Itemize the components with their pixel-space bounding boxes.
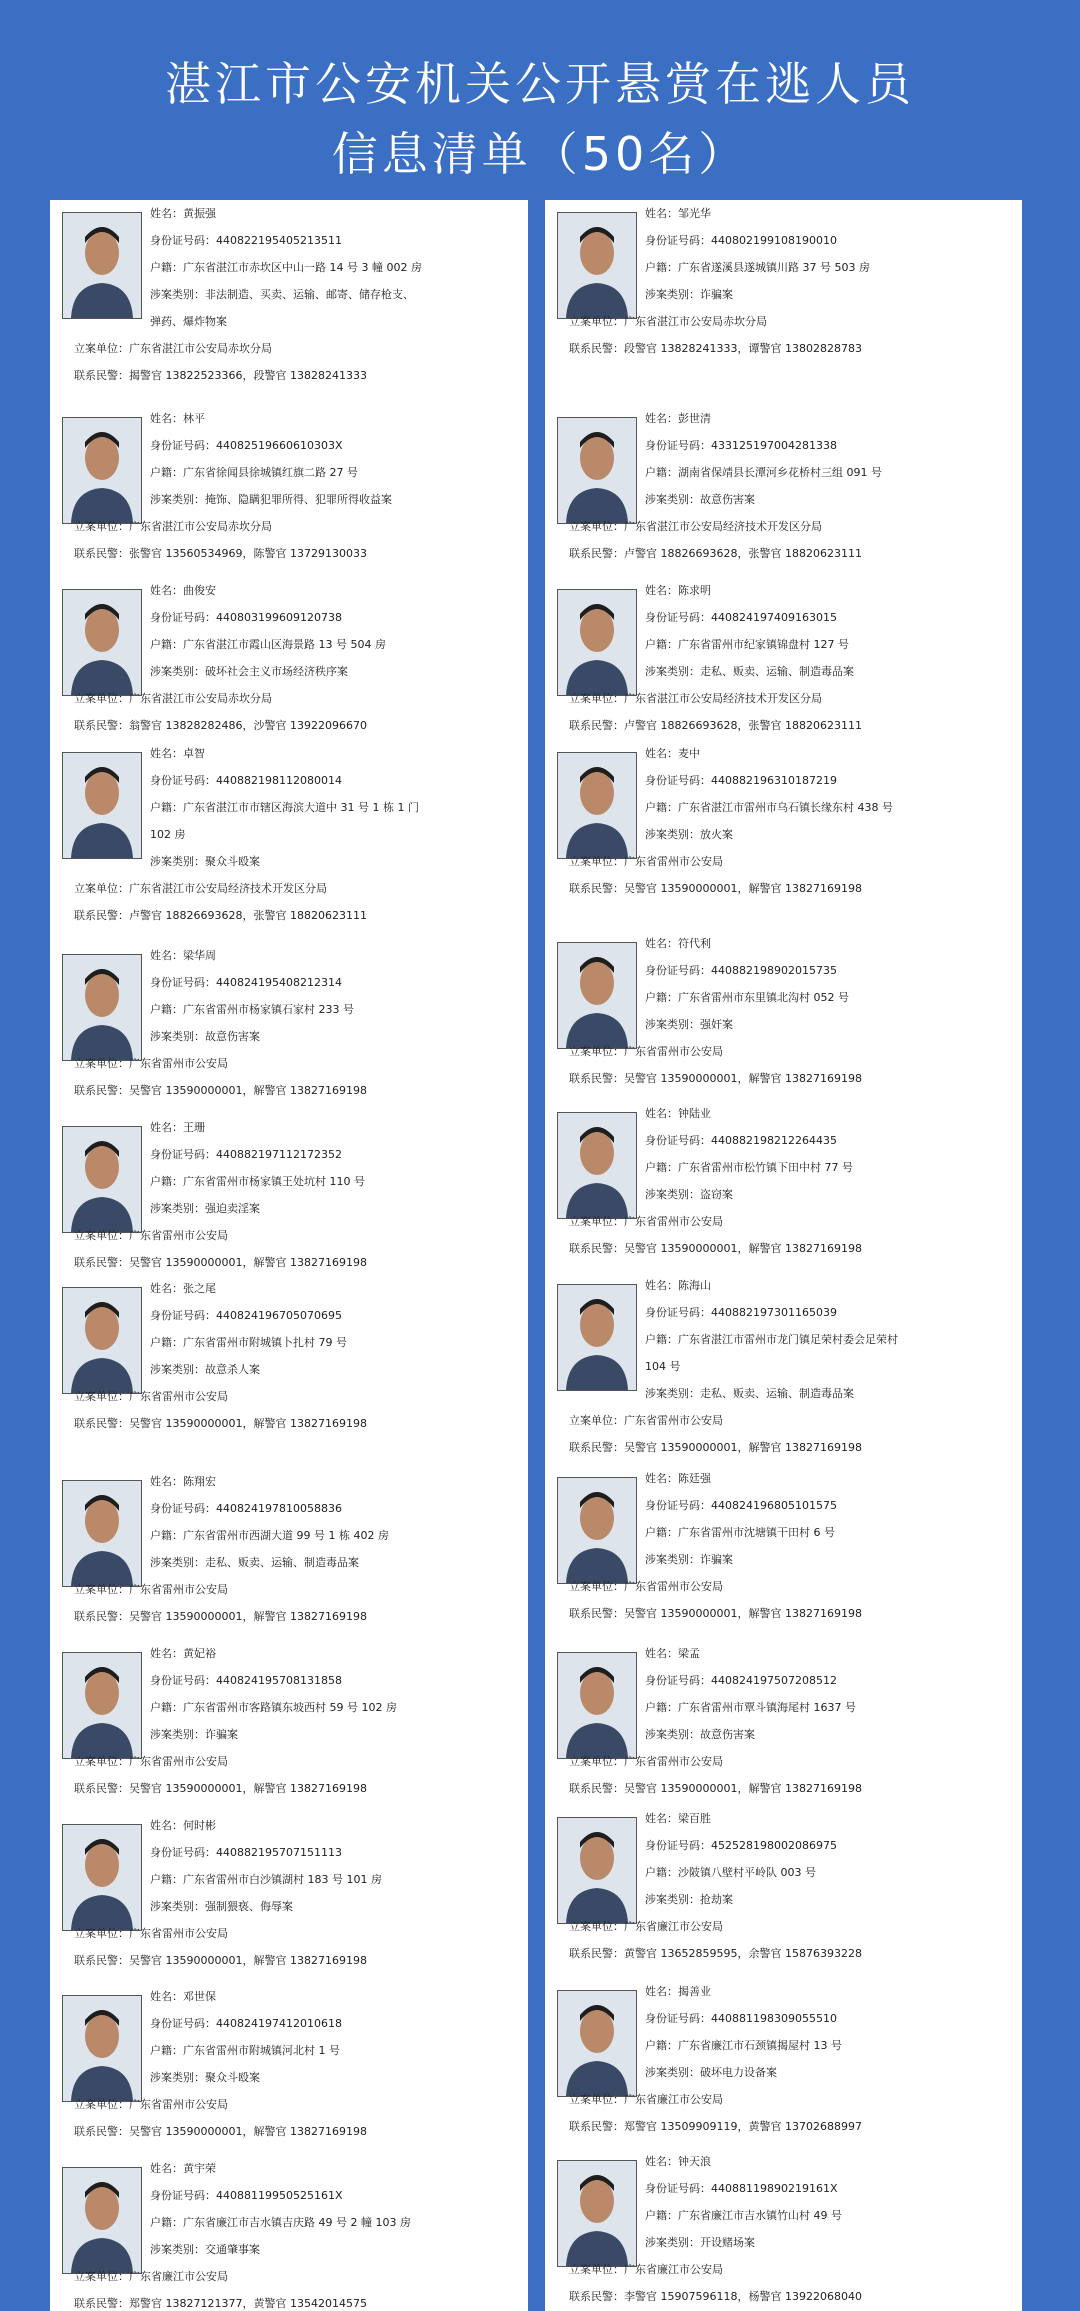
police-contact: 联系民警：黄警官 13652859595，余警官 15876393228 <box>569 1947 862 1960</box>
suspect-crime-type: 涉案类别：诈骗案 <box>150 1728 238 1741</box>
suspect-details <box>645 200 1018 308</box>
suspect-name: 姓名：张之尾 <box>150 1282 216 1295</box>
suspect-photo <box>557 2160 637 2267</box>
suspect-details <box>645 930 1018 1038</box>
suspect-name: 姓名：梁孟 <box>645 1647 700 1660</box>
police-contact: 联系民警：吴警官 13590000001，解警官 13827169198 <box>74 1610 367 1623</box>
left-column <box>50 200 528 2311</box>
police-contact: 联系民警：吴警官 13590000001，解警官 13827169198 <box>569 1242 862 1255</box>
suspect-footer <box>569 513 1018 567</box>
suspect-photo <box>557 417 637 524</box>
suspect-footer <box>74 513 524 567</box>
suspect-id-number: 身份证号码：440824196805101575 <box>645 1499 837 1512</box>
police-contact: 联系民警：郑警官 13827121377，黄警官 13542014575 <box>74 2297 367 2310</box>
suspect-id-number: 身份证号码：433125197004281338 <box>645 439 837 452</box>
suspect-id-number: 身份证号码：440882195707151113 <box>150 1846 342 1859</box>
page-header <box>0 0 1080 195</box>
suspect-footer <box>74 875 524 929</box>
suspect-name: 姓名：黄妃裕 <box>150 1647 216 1660</box>
suspect-details <box>645 1272 1018 1407</box>
suspect-name: 姓名：陈翔宏 <box>150 1475 216 1488</box>
suspect-footer <box>569 1208 1018 1262</box>
right-column <box>545 200 1022 2311</box>
suspect-name: 姓名：黄振强 <box>150 207 216 220</box>
suspect-id-number: 身份证号码：440824195408212314 <box>150 976 342 989</box>
suspect-hukou: 户籍：广东省雷州市西湖大道 99 号 1 栋 402 房 <box>150 1529 389 1542</box>
suspect-crime-type: 涉案类别：走私、贩卖、运输、制造毒品案 <box>645 665 854 678</box>
suspect-photo <box>557 1990 637 2097</box>
case-unit: 立案单位：广东省湛江市公安局经济技术开发区分局 <box>569 520 822 533</box>
suspect-footer <box>74 1576 524 1630</box>
suspect-photo <box>62 589 142 696</box>
page-subtitle: 信息清单（50名） <box>331 127 749 181</box>
suspect-details <box>645 1805 1018 1913</box>
suspect-name: 姓名：邹光华 <box>645 207 711 220</box>
suspect-name: 姓名：曲俊安 <box>150 584 216 597</box>
suspect-footer <box>569 2256 1018 2310</box>
suspect-id-number: 身份证号码：452528198002086975 <box>645 1839 837 1852</box>
case-unit: 立案单位：广东省湛江市公安局赤坎分局 <box>74 692 272 705</box>
case-unit: 立案单位：广东省雷州市公安局 <box>569 855 723 868</box>
suspect-crime-type: 涉案类别：抢劫案 <box>645 1893 733 1906</box>
suspect-hukou: 户籍：广东省雷州市纪家镇锦盘村 127 号 <box>645 638 849 651</box>
suspect-footer <box>569 1038 1018 1092</box>
page-title: 湛江市公安机关公开悬赏在逃人员 <box>165 57 915 111</box>
suspect-hukou: 户籍：广东省遂溪县遂城镇川路 37 号 503 房 <box>645 261 870 274</box>
suspect-name: 姓名：邓世保 <box>150 1990 216 2003</box>
police-contact: 联系民警：吴警官 13590000001，解警官 13827169198 <box>569 1607 862 1620</box>
police-contact: 联系民警：卢警官 18826693628，张警官 18820623111 <box>569 719 862 732</box>
police-contact: 联系民警：翁警官 13828282486，沙警官 13922096670 <box>74 719 367 732</box>
suspect-crime-type: 涉案类别：故意伤害案 <box>645 1728 755 1741</box>
suspect-id-number: 身份证号码：440881198309055510 <box>645 2012 837 2025</box>
case-unit: 立案单位：广东省雷州市公安局 <box>569 1045 723 1058</box>
suspect-hukou: 户籍：广东省雷州市杨家镇石家村 233 号 <box>150 1003 354 1016</box>
suspect-name: 姓名：符代利 <box>645 937 711 950</box>
suspect-photo <box>557 1112 637 1219</box>
suspect-hukou: 户籍：广东省湛江市雷州市乌石镇长缘东村 438 号 <box>645 801 893 814</box>
suspect-name: 姓名：钟天浪 <box>645 2155 711 2168</box>
suspect-details <box>150 1640 524 1748</box>
suspect-id-number: 身份证号码：440802199108190010 <box>645 234 837 247</box>
suspect-photo <box>557 1477 637 1584</box>
suspect-crime-type: 涉案类别：聚众斗殴案 <box>150 855 260 868</box>
suspect-hukou: 户籍：广东省湛江市赤坎区中山一路 14 号 3 幢 002 房 <box>150 261 422 274</box>
suspect-name: 姓名：揭善业 <box>645 1985 711 1998</box>
suspect-name: 姓名：麦中 <box>645 747 700 760</box>
suspect-hukou: 户籍：广东省雷州市白沙镇湖村 183 号 101 房 <box>150 1873 382 1886</box>
suspect-crime-type: 涉案类别：掩饰、隐瞒犯罪所得、犯罪所得收益案 <box>150 493 392 506</box>
suspect-name: 姓名：梁华周 <box>150 949 216 962</box>
case-unit: 立案单位：广东省雷州市公安局 <box>74 1057 228 1070</box>
suspect-id-number: 身份证号码：44082519660610303X <box>150 439 343 452</box>
suspect-photo <box>557 212 637 319</box>
suspect-id-number: 身份证号码：440882198112080014 <box>150 774 342 787</box>
suspect-id-number: 身份证号码：440824197810058836 <box>150 1502 342 1515</box>
suspect-id-number: 身份证号码：440824197409163015 <box>645 611 837 624</box>
suspect-footer <box>74 2091 524 2145</box>
police-contact: 联系民警：吴警官 13590000001，解警官 13827169198 <box>569 882 862 895</box>
suspect-crime-type: 涉案类别：破坏电力设备案 <box>645 2066 777 2079</box>
suspect-hukou: 户籍：广东省雷州市客路镇东坡西村 59 号 102 房 <box>150 1701 397 1714</box>
suspect-footer <box>569 848 1018 902</box>
suspect-hukou: 户籍：湖南省保靖县长潭河乡花桥村三组 091 号 <box>645 466 882 479</box>
police-contact: 联系民警：吴警官 13590000001，解警官 13827169198 <box>74 1417 367 1430</box>
suspect-details <box>150 1275 524 1383</box>
suspect-name: 姓名：陈海山 <box>645 1279 711 1292</box>
suspect-id-number: 身份证号码：440882198212264435 <box>645 1134 837 1147</box>
suspect-details <box>150 740 524 875</box>
suspect-hukou: 户籍：广东省雷州市附城镇河北村 1 号 <box>150 2044 340 2057</box>
police-contact: 联系民警：吴警官 13590000001，解警官 13827169198 <box>569 1072 862 1085</box>
suspect-crime-type: 涉案类别：诈骗案 <box>645 1553 733 1566</box>
suspect-name: 姓名：黄宇荣 <box>150 2162 216 2175</box>
suspect-crime-type: 涉案类别：强制猥亵、侮辱案 <box>150 1900 293 1913</box>
suspect-id-number: 身份证号码：440824197412010618 <box>150 2017 342 2030</box>
suspect-footer <box>74 685 524 739</box>
police-contact: 联系民警：吴警官 13590000001，解警官 13827169198 <box>74 1954 367 1967</box>
police-contact: 联系民警：段警官 13828241333，谭警官 13802828783 <box>569 342 862 355</box>
case-unit: 立案单位：广东省雷州市公安局 <box>569 1414 723 1427</box>
suspect-crime-type: 涉案类别：走私、贩卖、运输、制造毒品案 <box>645 1387 854 1400</box>
police-contact: 联系民警：张警官 13560534969，陈警官 13729130033 <box>74 547 367 560</box>
suspect-details <box>150 1468 524 1576</box>
police-contact: 联系民警：吴警官 13590000001，解警官 13827169198 <box>569 1782 862 1795</box>
suspect-photo <box>62 1480 142 1587</box>
suspect-details <box>150 1114 524 1222</box>
suspect-id-number: 身份证号码：44088119950525161X <box>150 2189 343 2202</box>
suspect-id-number: 身份证号码：440882197301165039 <box>645 1306 837 1319</box>
suspect-photo <box>557 942 637 1049</box>
suspect-details <box>645 405 1018 513</box>
suspect-photo <box>62 1652 142 1759</box>
suspect-footer <box>74 335 524 389</box>
suspect-footer <box>569 2086 1018 2140</box>
suspect-details <box>645 2148 1018 2256</box>
suspect-crime-type: 涉案类别：放火案 <box>645 828 733 841</box>
suspect-name: 姓名：陈廷强 <box>645 1472 711 1485</box>
suspect-crime-type-cont: 弹药、爆炸物案 <box>150 315 227 328</box>
suspect-hukou: 户籍：广东省雷州市覃斗镇海尾村 1637 号 <box>645 1701 856 1714</box>
case-unit: 立案单位：广东省湛江市公安局经济技术开发区分局 <box>569 692 822 705</box>
police-contact: 联系民警：李警官 15907596118，杨警官 13922068040 <box>569 2290 862 2303</box>
suspect-details <box>645 1100 1018 1208</box>
suspect-details <box>645 1640 1018 1748</box>
police-contact: 联系民警：吴警官 13590000001，解警官 13827169198 <box>74 1782 367 1795</box>
suspect-hukou: 户籍：广东省廉江市吉水镇竹山村 49 号 <box>645 2209 842 2222</box>
case-unit: 立案单位：广东省廉江市公安局 <box>569 2263 723 2276</box>
case-unit: 立案单位：广东省湛江市公安局赤坎分局 <box>74 520 272 533</box>
suspect-hukou: 户籍：广东省雷州市东里镇北沟村 052 号 <box>645 991 849 1004</box>
case-unit: 立案单位：广东省雷州市公安局 <box>74 1927 228 1940</box>
suspect-crime-type: 涉案类别：强奸案 <box>645 1018 733 1031</box>
police-contact: 联系民警：吴警官 13590000001，解警官 13827169198 <box>74 1256 367 1269</box>
suspect-hukou: 户籍：沙陂镇八壁村平岭队 003 号 <box>645 1866 816 1879</box>
suspect-hukou-cont: 104 号 <box>645 1360 681 1373</box>
suspect-name: 姓名：何时彬 <box>150 1819 216 1832</box>
suspect-hukou: 户籍：广东省雷州市松竹镇下田中村 77 号 <box>645 1161 853 1174</box>
suspect-name: 姓名：陈求明 <box>645 584 711 597</box>
suspect-hukou: 户籍：广东省湛江市霞山区海景路 13 号 504 房 <box>150 638 386 651</box>
suspect-photo <box>62 2167 142 2274</box>
suspect-crime-type: 涉案类别：开设赌场案 <box>645 2236 755 2249</box>
suspect-hukou-cont: 102 房 <box>150 828 186 841</box>
suspect-crime-type: 涉案类别：走私、贩卖、运输、制造毒品案 <box>150 1556 359 1569</box>
case-unit: 立案单位：广东省廉江市公安局 <box>569 2093 723 2106</box>
suspect-details <box>150 1983 524 2091</box>
suspect-crime-type: 涉案类别：交通肇事案 <box>150 2243 260 2256</box>
suspect-photo <box>557 752 637 859</box>
police-contact: 联系民警：郑警官 13509909119，黄警官 13702688997 <box>569 2120 862 2133</box>
suspect-footer <box>569 1913 1018 1967</box>
suspect-crime-type: 涉案类别：强迫卖淫案 <box>150 1202 260 1215</box>
suspect-id-number: 身份证号码：440824195708131858 <box>150 1674 342 1687</box>
police-contact: 联系民警：吴警官 13590000001，解警官 13827169198 <box>74 2125 367 2138</box>
suspect-crime-type: 涉案类别：故意杀人案 <box>150 1363 260 1376</box>
case-unit: 立案单位：广东省雷州市公安局 <box>74 1229 228 1242</box>
suspect-details <box>645 1465 1018 1573</box>
suspect-name: 姓名：林平 <box>150 412 205 425</box>
suspect-hukou: 户籍：广东省雷州市杨家镇王处坑村 110 号 <box>150 1175 365 1188</box>
suspect-id-number: 身份证号码：440803199609120738 <box>150 611 342 624</box>
suspect-photo <box>62 954 142 1061</box>
suspect-id-number: 身份证号码：440824196705070695 <box>150 1309 342 1322</box>
suspect-footer <box>569 308 1018 362</box>
case-unit: 立案单位：广东省廉江市公安局 <box>74 2270 228 2283</box>
suspect-hukou: 户籍：广东省雷州市沈塘镇干田村 6 号 <box>645 1526 835 1539</box>
suspect-details <box>150 942 524 1050</box>
suspect-footer <box>74 1748 524 1802</box>
suspect-photo <box>62 1824 142 1931</box>
suspect-name: 姓名：彭世清 <box>645 412 711 425</box>
police-contact: 联系民警：揭警官 13822523366，段警官 13828241333 <box>74 369 367 382</box>
case-unit: 立案单位：广东省廉江市公安局 <box>569 1920 723 1933</box>
suspect-photo <box>62 752 142 859</box>
suspect-id-number: 身份证号码：440882196310187219 <box>645 774 837 787</box>
suspect-hukou: 户籍：广东省雷州市附城镇卜扎村 79 号 <box>150 1336 347 1349</box>
case-unit: 立案单位：广东省雷州市公安局 <box>74 1755 228 1768</box>
suspect-id-number: 身份证号码：440824197507208512 <box>645 1674 837 1687</box>
suspect-name: 姓名：梁百胜 <box>645 1812 711 1825</box>
suspect-footer <box>74 1920 524 1974</box>
suspect-name: 姓名：钟陆业 <box>645 1107 711 1120</box>
suspect-name: 姓名：王珊 <box>150 1121 205 1134</box>
suspect-id-number: 身份证号码：44088119890219161X <box>645 2182 838 2195</box>
suspect-id-number: 身份证号码：440822195405213511 <box>150 234 342 247</box>
suspect-crime-type: 涉案类别：诈骗案 <box>645 288 733 301</box>
suspect-crime-type: 涉案类别：破坏社会主义市场经济秩序案 <box>150 665 348 678</box>
suspect-photo <box>62 212 142 319</box>
case-unit: 立案单位：广东省湛江市公安局经济技术开发区分局 <box>74 882 327 895</box>
suspect-photo <box>62 1995 142 2102</box>
suspect-hukou: 户籍：广东省徐闻县徐城镇红旗二路 27 号 <box>150 466 358 479</box>
suspect-photo <box>557 589 637 696</box>
suspect-details <box>150 2155 524 2263</box>
suspect-id-number: 身份证号码：440882197112172352 <box>150 1148 342 1161</box>
suspect-photo <box>62 1287 142 1394</box>
suspect-hukou: 户籍：广东省湛江市市辖区海滨大道中 31 号 1 栋 1 门 <box>150 801 419 814</box>
suspect-details <box>645 577 1018 685</box>
case-unit: 立案单位：广东省雷州市公安局 <box>569 1215 723 1228</box>
suspect-footer <box>569 1573 1018 1627</box>
suspect-footer <box>569 685 1018 739</box>
suspect-photo <box>557 1284 637 1391</box>
suspect-name: 姓名：卓智 <box>150 747 205 760</box>
suspect-crime-type: 涉案类别：盗窃案 <box>645 1188 733 1201</box>
police-contact: 联系民警：吴警官 13590000001，解警官 13827169198 <box>74 1084 367 1097</box>
case-unit: 立案单位：广东省雷州市公安局 <box>74 2098 228 2111</box>
suspect-id-number: 身份证号码：440882198902015735 <box>645 964 837 977</box>
suspect-hukou: 户籍：广东省廉江市石颈镇揭屋村 13 号 <box>645 2039 842 2052</box>
case-unit: 立案单位：广东省湛江市公安局赤坎分局 <box>569 315 767 328</box>
suspect-details <box>150 405 524 513</box>
suspect-photo <box>557 1652 637 1759</box>
suspect-details <box>150 1812 524 1920</box>
suspect-details <box>645 740 1018 848</box>
case-unit: 立案单位：广东省雷州市公安局 <box>569 1580 723 1593</box>
suspect-footer <box>74 1222 524 1276</box>
police-contact: 联系民警：卢警官 18826693628，张警官 18820623111 <box>74 909 367 922</box>
suspect-crime-type: 涉案类别：故意伤害案 <box>150 1030 260 1043</box>
suspect-hukou: 户籍：广东省湛江市雷州市龙门镇足荣村委会足荣村 <box>645 1333 898 1346</box>
suspect-footer <box>74 1050 524 1104</box>
case-unit: 立案单位：广东省湛江市公安局赤坎分局 <box>74 342 272 355</box>
suspect-crime-type: 涉案类别：故意伤害案 <box>645 493 755 506</box>
suspect-hukou: 户籍：广东省廉江市吉水镇吉庆路 49 号 2 幢 103 房 <box>150 2216 411 2229</box>
suspect-details <box>150 200 524 335</box>
suspect-footer <box>569 1748 1018 1802</box>
suspect-details <box>150 577 524 685</box>
suspect-footer <box>74 2263 524 2311</box>
case-unit: 立案单位：广东省雷州市公安局 <box>74 1390 228 1403</box>
suspect-photo <box>62 417 142 524</box>
suspect-photo <box>62 1126 142 1233</box>
suspect-crime-type: 涉案类别：非法制造、买卖、运输、邮寄、储存枪支、 <box>150 288 414 301</box>
suspect-footer <box>74 1383 524 1437</box>
suspect-crime-type: 涉案类别：聚众斗殴案 <box>150 2071 260 2084</box>
police-contact: 联系民警：卢警官 18826693628，张警官 18820623111 <box>569 547 862 560</box>
case-unit: 立案单位：广东省雷州市公安局 <box>569 1755 723 1768</box>
suspect-photo <box>557 1817 637 1924</box>
suspect-details <box>645 1978 1018 2086</box>
case-unit: 立案单位：广东省雷州市公安局 <box>74 1583 228 1596</box>
police-contact: 联系民警：吴警官 13590000001，解警官 13827169198 <box>569 1441 862 1454</box>
suspect-footer <box>569 1407 1018 1461</box>
